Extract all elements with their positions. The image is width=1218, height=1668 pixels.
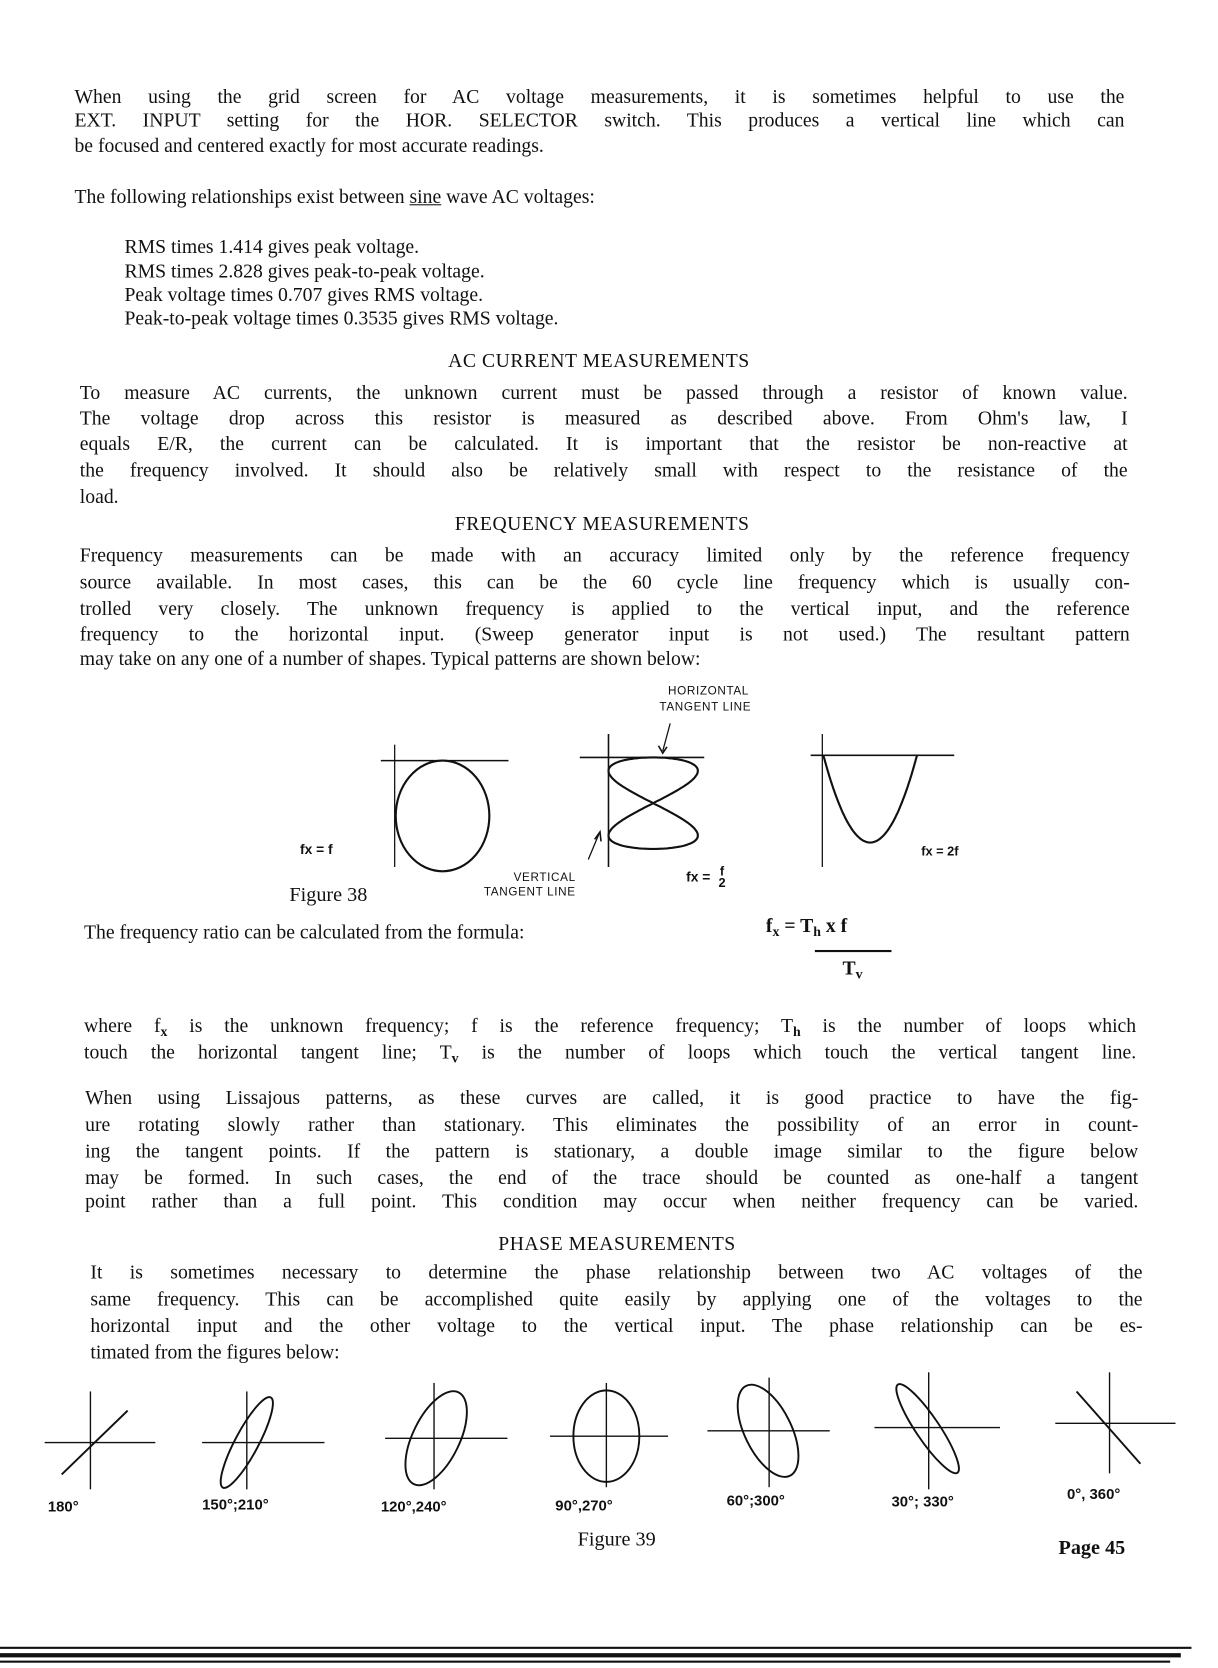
- relationship-item: Peak-to-peak voltage times 0.3535 gives RMS voltage.: [124, 308, 559, 330]
- vertical-tangent-label: VERTICAL: [513, 871, 576, 885]
- paragraph-line: same frequency. This can be accomplished quite easily by applying one of the voltages to the: [90, 1289, 1143, 1311]
- text: is the unknown frequency; f is the reference frequency; T: [167, 1015, 794, 1038]
- phase-pattern-60: [707, 1376, 829, 1488]
- ratio-label-double: fx = 2f: [921, 843, 959, 859]
- phase-label: 180°: [47, 1497, 79, 1515]
- text: is the number of loops which: [800, 1015, 1137, 1038]
- text: T: [842, 958, 856, 980]
- bottom-rule: [0, 1653, 1181, 1657]
- subscript: v: [451, 1049, 459, 1065]
- text: f: [765, 915, 773, 938]
- paragraph-line: the frequency involved. It should also be relatively small with respect to the resistance of the: [79, 460, 1128, 482]
- subscript: x: [160, 1023, 168, 1039]
- paragraph-line: point rather than a full point. This condition may occur when neither frequency can be varied.: [85, 1191, 1139, 1213]
- relationship-item: Peak voltage times 0.707 gives RMS voltage.: [124, 285, 484, 307]
- text: touch the horizontal tangent line; T: [84, 1042, 452, 1064]
- paragraph-line: trolled very closely. The unknown frequency is applied to the vertical input, and the reference: [79, 598, 1130, 621]
- text: The following relationships exist between: [74, 187, 410, 209]
- figure-39-caption: Figure 39: [577, 1528, 656, 1552]
- denominator: 2: [718, 875, 726, 891]
- formula-intro: The frequency ratio can be calculated from the formula:: [84, 922, 525, 944]
- horizontal-tangent-label: HORIZONTAL: [668, 685, 749, 698]
- section-heading-phase: PHASE MEASUREMENTS: [498, 1234, 736, 1256]
- phase-label: 90°,270°: [555, 1496, 613, 1514]
- text: fx =: [686, 868, 711, 885]
- relationship-item: RMS times 2.828 gives peak-to-peak voltage.: [124, 261, 485, 283]
- paragraph-line: When using Lissajous patterns, as these curves are called, it is good practice to have the fig-: [85, 1088, 1139, 1110]
- text: where f: [84, 1015, 161, 1038]
- subscript: h: [793, 1023, 801, 1039]
- subscript: h: [813, 923, 821, 940]
- phase-label: 150°;210°: [202, 1495, 269, 1513]
- paragraph-line: To measure AC currents, the unknown current must be passed through a resistor of known value.: [79, 382, 1128, 405]
- paragraph-line: load.: [79, 487, 119, 509]
- ratio-label-equal: fx = f: [299, 841, 333, 858]
- page-number: Page 45: [1058, 1537, 1126, 1560]
- vertical-tangent-label: TANGENT LINE: [483, 886, 576, 899]
- paragraph-line: frequency to the horizontal input. (Sweep generator input is not used.) The resultant pattern: [79, 624, 1130, 646]
- subscript: x: [772, 923, 780, 940]
- paragraph-line: EXT. INPUT setting for the HOR. SELECTOR switch. This produces a vertical line which can: [74, 110, 1125, 132]
- phase-pattern-120: [385, 1382, 507, 1494]
- paragraph-line: be focused and centered exactly for most accurate readings.: [74, 136, 544, 158]
- horizontal-tangent-label: TANGENT LINE: [659, 701, 752, 714]
- phase-label: 60°;300°: [726, 1491, 785, 1509]
- underlined-word: sine: [409, 187, 442, 209]
- paragraph-line: equals E/R, the current can be calculated. It is important that the resistor be non-reactive at: [79, 434, 1128, 456]
- text: is the number of loops which touch the vertical tangent line.: [458, 1042, 1137, 1064]
- phase-pattern-30: [874, 1372, 1000, 1489]
- text: wave AC voltages:: [441, 187, 595, 209]
- text: = T: [779, 915, 814, 938]
- paragraph-line: horizontal input and the other voltage to the vertical input. The phase relationship can be es-: [90, 1315, 1143, 1338]
- bottom-rule: [0, 1647, 1191, 1649]
- phase-label: 120°,240°: [380, 1497, 447, 1515]
- section-heading-ac-current: AC CURRENT MEASUREMENTS: [448, 351, 750, 373]
- paragraph-line: ing the tangent points. If the pattern is stationary, a double image similar to the figure below: [85, 1141, 1139, 1163]
- figure-38-caption: Figure 38: [289, 884, 368, 907]
- phase-label: 0°, 360°: [1066, 1485, 1121, 1503]
- phase-pattern-180: [45, 1391, 156, 1489]
- paragraph-line: When using the grid screen for AC voltage measurements, it is sometimes helpful to use the: [74, 87, 1125, 109]
- paragraph-line: The voltage drop across this resistor is measured as described above. From Ohm's law, I: [79, 408, 1128, 430]
- bottom-rule: [0, 1661, 1170, 1663]
- relationship-item: RMS times 1.414 gives peak voltage.: [124, 237, 420, 259]
- paragraph-line: source available. In most cases, this can be the 60 cycle line frequency which is usually con-: [79, 572, 1130, 594]
- phase-pattern-150: [202, 1391, 324, 1493]
- section-heading-frequency: FREQUENCY MEASUREMENTS: [454, 513, 750, 536]
- paragraph-line: may be formed. In such cases, the end of the trace should be counted as one-half a tangent: [85, 1168, 1139, 1190]
- paragraph-line: Frequency measurements can be made with an accuracy limited only by the reference frequency: [79, 545, 1130, 568]
- numerator: f: [719, 863, 725, 879]
- paragraph-line: It is sometimes necessary to determine the phase relationship between two AC voltages of the: [90, 1262, 1143, 1285]
- paragraph-line: may take on any one of a number of shapes. Typical patterns are shown below:: [79, 648, 701, 671]
- paragraph-line: timated from the figures below:: [90, 1342, 340, 1364]
- phase-pattern-0: [1055, 1372, 1175, 1473]
- subscript: v: [855, 965, 863, 982]
- phase-pattern-90: [550, 1383, 668, 1487]
- text: x f: [820, 915, 848, 938]
- phase-label: 30°; 330°: [891, 1492, 954, 1510]
- paragraph-line: ure rotating slowly rather than stationary. This eliminates the possibility of an error in count-: [85, 1114, 1139, 1137]
